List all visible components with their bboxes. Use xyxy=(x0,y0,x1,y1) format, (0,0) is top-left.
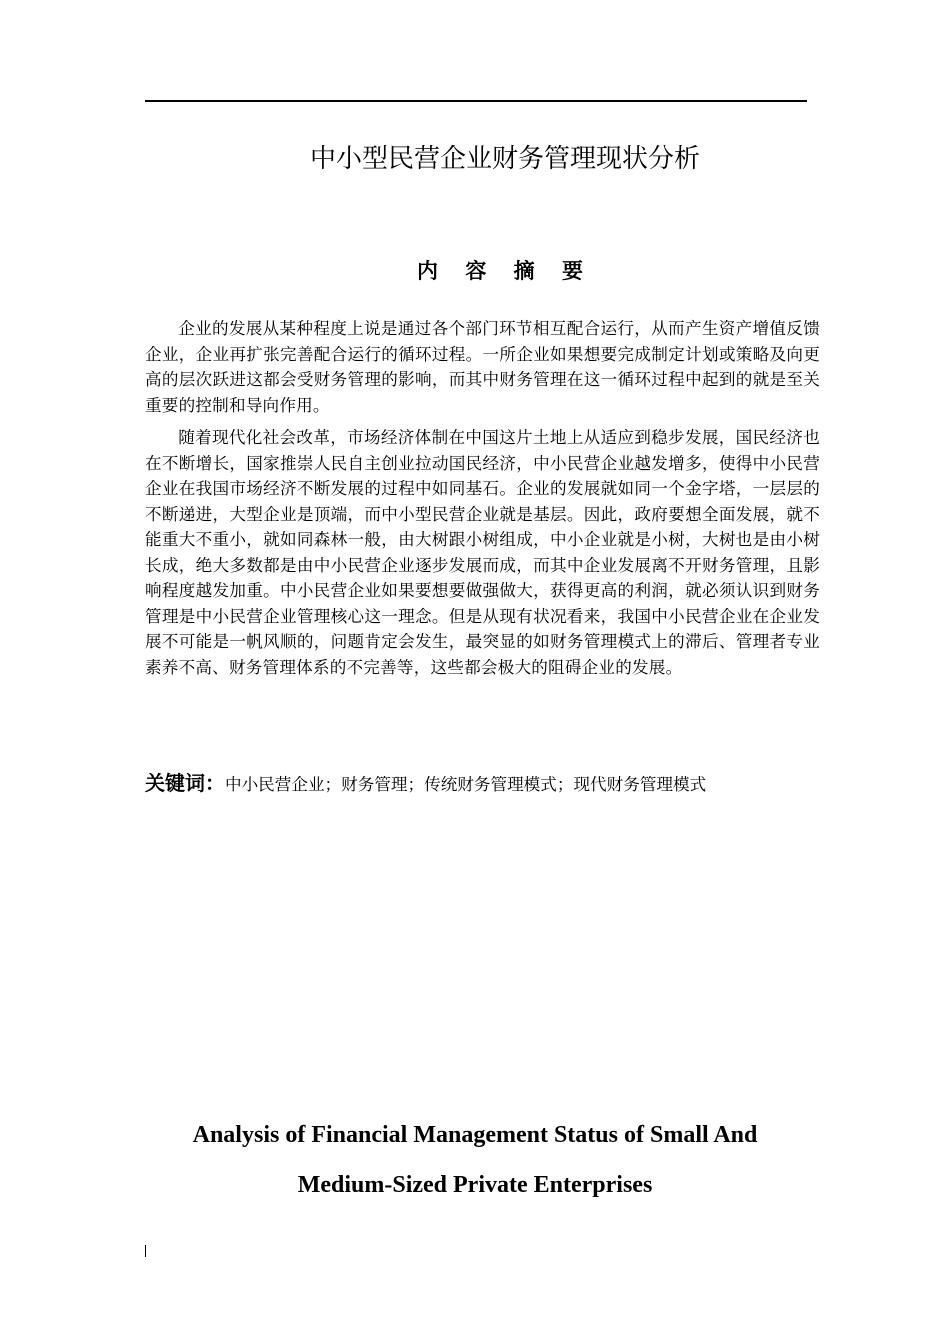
keywords-label: 关键词： xyxy=(145,771,225,795)
abstract-paragraph-1: 企业的发展从某种程度上说是通过各个部门环节相互配合运行，从而产生资产增值反馈企业，企业再扩张完善配合运行的循环过程。一所企业如果想要完成制定计划或策略及向更高的层次跃进这都会受财务管理的影响，而其中财务管理在这一循环过程中起到的就是至关重要的控制和导向作用。 xyxy=(145,319,820,415)
abstract-paragraph-2: 随着现代化社会改革，市场经济体制在中国这片土地上从适应到稳步发展，国民经济也在不断增长，国家推崇人民自主创业拉动国民经济，中小民营企业越发增多，使得中小民营企业在我国市场经济不断发展的过程中如同基石。企业的发展就如同一个金字塔，一层层的不断递进，大型企业是顶端，而中小型民营企业就是基层。因此，政府要想全面发展，就不能重大不重小，就如同森林一般，由大树跟小树组成，中小企业就是小树，大树也是由小树长成，绝大多数都是由中小民营企业逐步发展而成，而其中企业发展离不开财务管理，且影响程度越发加重。中小民营企业如果要想要做强做大，获得更高的利润，就必须认识到财务管理是中小民营企业管理核心这一理念。但是从现有状况看来，我国中小民营企业在企业发展不可能是一帆风顺的，问题肯定会发生，最突显的如财务管理模式上的滞后、管理者专业素养不高、财务管理体系的不完善等，这些都会极大的阻碍企业的发展。 xyxy=(145,428,820,677)
english-title-line-1: Analysis of Financial Management Status of Small And xyxy=(192,1122,758,1148)
document-title: 中小型民营企业财务管理现状分析 xyxy=(309,144,700,175)
header-rule xyxy=(145,100,807,102)
english-title xyxy=(145,1110,805,1210)
keywords-line xyxy=(145,768,825,800)
abstract-body xyxy=(145,316,820,687)
keywords-text: 中小民营企业；财务管理；传统财务管理模式；现代财务管理模式 xyxy=(225,775,707,794)
abstract-heading: 内 容 摘 要 xyxy=(417,259,593,284)
english-title-line-2: Medium-Sized Private Enterprises xyxy=(297,1172,653,1198)
page-marker xyxy=(145,1245,146,1257)
